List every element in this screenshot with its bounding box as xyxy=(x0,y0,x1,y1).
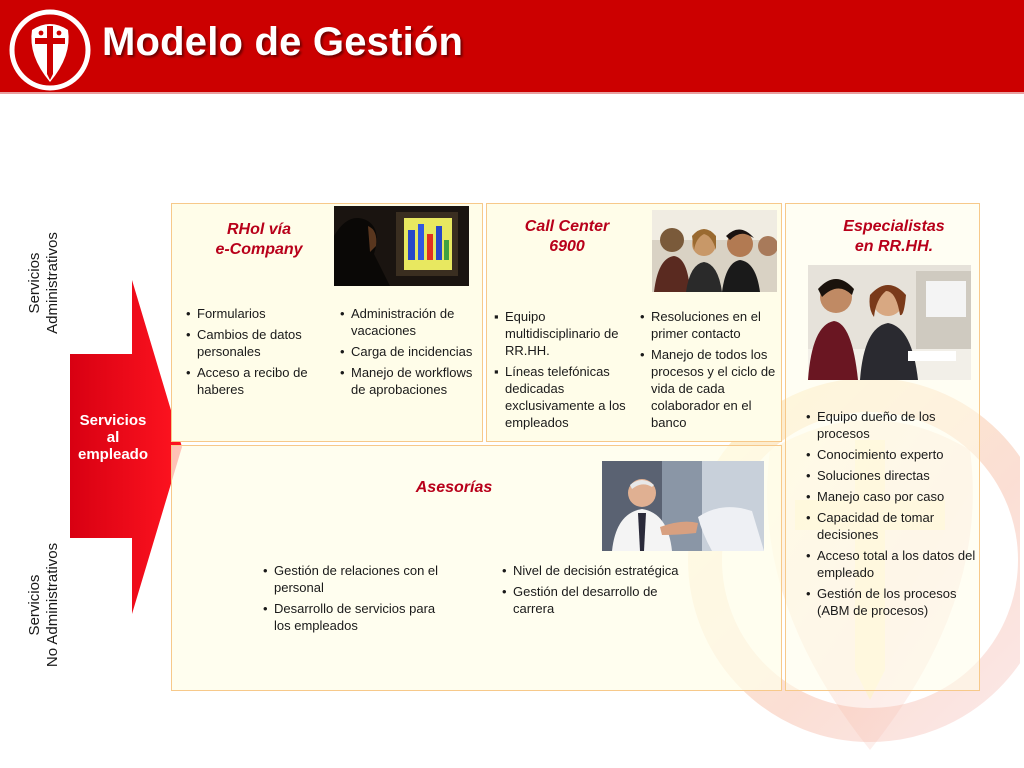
list-item: • Resoluciones en el primer contacto xyxy=(640,308,778,342)
call-center-right-list xyxy=(640,308,778,435)
especialistas-title: Especialistas en RR.HH. xyxy=(843,218,945,255)
rhol-title: RHol vía e-Company xyxy=(215,221,303,258)
list-item: • Gestión de los procesos (ABM de procesos) xyxy=(806,585,976,619)
list-item: • Acceso total a los datos del empleado xyxy=(806,547,976,581)
list-item: • Manejo de workflows de aprobaciones xyxy=(340,364,475,398)
list-item: • Carga de incidencias xyxy=(340,343,475,360)
arrow-label: Servicios al empleado xyxy=(77,412,149,463)
page-title: Modelo de Gestión xyxy=(102,20,464,64)
list-item: ▪ Líneas telefónicas dedicadas exclusivamente a los empleados xyxy=(494,363,636,431)
asesorias-right-list xyxy=(502,562,682,621)
list-item: • Capacidad de tomar decisiones xyxy=(806,509,976,543)
header-bar xyxy=(0,0,1024,94)
list-item: ▪ Equipo multidisciplinario de RR.HH. xyxy=(494,308,636,359)
side-label-no-administrativos: Servicios No Administrativos xyxy=(26,542,61,668)
cross-shield-logo-icon xyxy=(8,8,92,92)
call-center-left-list xyxy=(494,308,636,435)
specialists-meeting-photo xyxy=(808,265,971,380)
list-item: • Formularios xyxy=(186,305,326,322)
list-item: • Gestión del desarrollo de carrera xyxy=(502,583,682,617)
list-item: • Nivel de decisión estratégica xyxy=(502,562,682,579)
list-item: • Desarrollo de servicios para los empleados xyxy=(263,600,443,634)
asesorias-title: Asesorías xyxy=(415,479,493,496)
list-item: • Equipo dueño de los procesos xyxy=(806,408,976,442)
list-item: • Gestión de relaciones con el personal xyxy=(263,562,443,596)
rhol-left-list xyxy=(186,305,326,402)
side-label-administrativos: Servicios Administrativos xyxy=(26,232,61,334)
list-item: • Cambios de datos personales xyxy=(186,326,326,360)
list-item: • Conocimiento experto xyxy=(806,446,976,463)
computer-user-photo xyxy=(334,206,469,286)
rhol-right-list xyxy=(340,305,475,402)
list-item: • Administración de vacaciones xyxy=(340,305,475,339)
list-item: • Manejo de todos los procesos y el ciclo de vida de cada colaborador en el banco xyxy=(640,346,778,431)
call-center-team-photo xyxy=(652,210,777,292)
asesorias-left-list xyxy=(263,562,443,638)
call-center-title: Call Center 6900 xyxy=(524,218,610,255)
list-item: • Soluciones directas xyxy=(806,467,976,484)
handshake-photo xyxy=(602,461,764,551)
list-item: • Manejo caso por caso xyxy=(806,488,976,505)
especialistas-list xyxy=(806,408,976,623)
list-item: • Acceso a recibo de haberes xyxy=(186,364,326,398)
